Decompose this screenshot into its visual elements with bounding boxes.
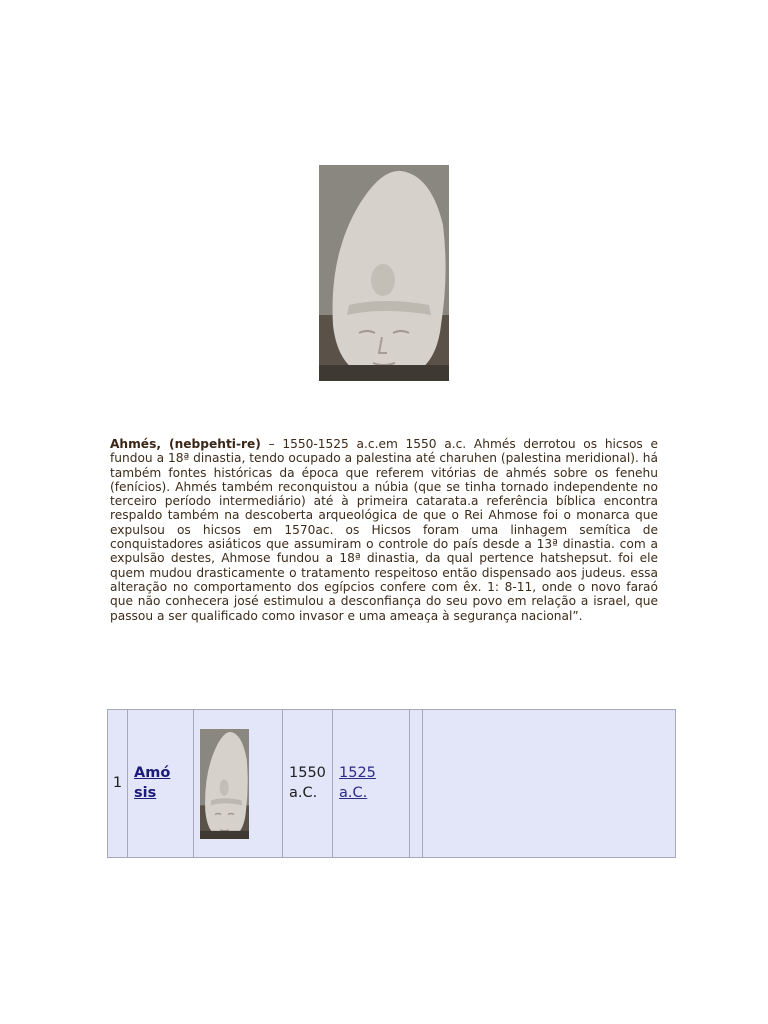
article-body: – 1550-1525 a.c.em 1550 a.c. Ahmés derrotou os hicsos e fundou a 18ª dinastia, tendo ocupado a palestina até charuhen (palestina meridional). há também fontes históricas da época que referem vitórias de ahmés sobre os fenehu (fenícios). Ahmés também reconquistou a núbia (que se tinha tornado independente no terceiro período intermediário) até à primeira catarata.a referência bíblica encontra respaldo também na descoberta arqueológica de que o Rei Ahmose foi o monarca que expulsou os hicsos em 1570ac. os Hicsos foram uma linhagem semítica de conquistadores asiáticos que assumiram o controle do país desde a 13ª dinastia. com a expulsão destes, Ahmose fundou a 18ª dinastia, da qual pertence hatshepsut. foi ele quem mudou drasticamente o tratamento respeitoso então dispensado aos judeus. essa alteração no comportamento dos egípcios confere com êx. 1: 8-11, onde o novo faraó que não conhecera josé estimulou a desconfiança do seu povo em relação a israel, que passou a ser qualificado como invasor e uma ameaça à segurança nacional”. [110,437,658,623]
statue-photo [319,165,449,381]
pharaoh-image-cell [194,710,283,858]
pharaoh-name-cell [128,710,194,858]
reign-end-cell [333,710,410,858]
reign-start: 1550 a.C. [283,710,333,858]
article-paragraph [110,437,658,623]
reign-end-link[interactable]: 1525 a.C. [339,765,376,801]
pharaoh-name-link[interactable]: Amósis [134,765,171,801]
empty-cell-wide [423,710,676,858]
article-heading: Ahmés, (nebpehti-re) [110,437,261,451]
row-number: 1 [108,710,128,858]
pharaoh-table [107,709,676,858]
statue-thumbnail[interactable] [200,729,249,839]
table-row [108,710,676,858]
empty-cell [410,710,423,858]
